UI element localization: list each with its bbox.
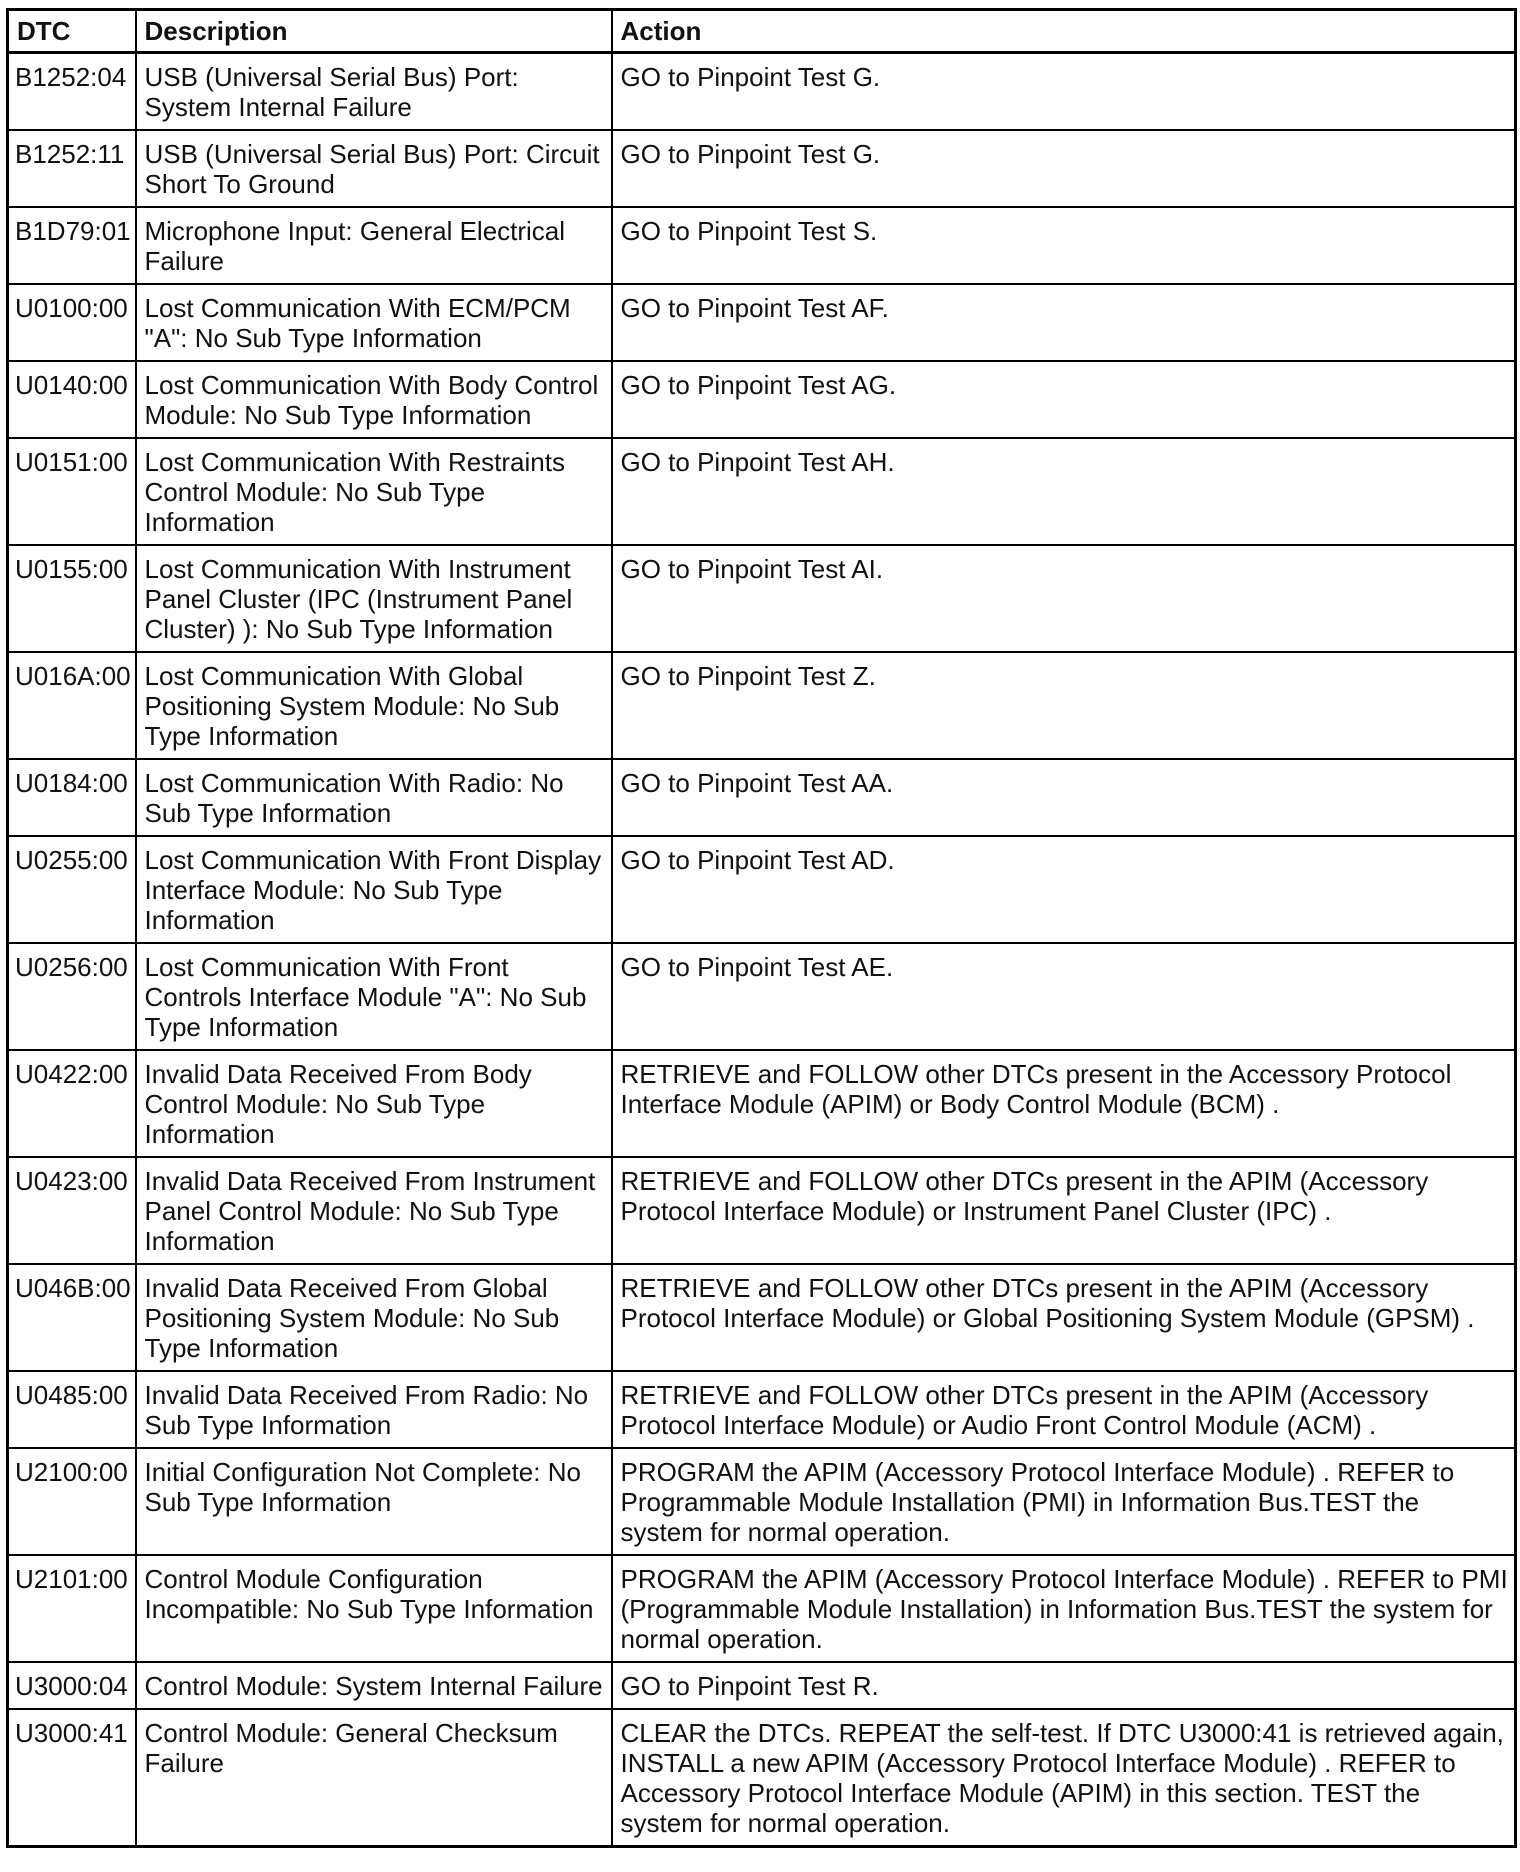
dtc-description: Invalid Data Received From Body Control Module: No Sub Type Information: [136, 1050, 612, 1157]
dtc-code: U016A:00: [8, 652, 136, 759]
dtc-action: GO to Pinpoint Test AG.: [612, 361, 1516, 438]
dtc-code: U0140:00: [8, 361, 136, 438]
dtc-action: GO to Pinpoint Test AA.: [612, 759, 1516, 836]
table-row: [8, 836, 1516, 943]
header-dtc: DTC: [8, 10, 136, 53]
dtc-code: B1252:11: [8, 130, 136, 207]
dtc-description: Invalid Data Received From Instrument Panel Control Module: No Sub Type Information: [136, 1157, 612, 1264]
dtc-description: Invalid Data Received From Global Positioning System Module: No Sub Type Information: [136, 1264, 612, 1371]
table-row: [8, 207, 1516, 284]
dtc-code: U0184:00: [8, 759, 136, 836]
table-row: [8, 652, 1516, 759]
dtc-description: Lost Communication With Global Positioning System Module: No Sub Type Information: [136, 652, 612, 759]
dtc-description: Control Module: General Checksum Failure: [136, 1709, 612, 1847]
dtc-code: U0151:00: [8, 438, 136, 545]
table-row: [8, 1264, 1516, 1371]
dtc-action: GO to Pinpoint Test G.: [612, 130, 1516, 207]
dtc-action: GO to Pinpoint Test AD.: [612, 836, 1516, 943]
table-row: [8, 1371, 1516, 1448]
dtc-code: U3000:04: [8, 1662, 136, 1709]
table-row: [8, 361, 1516, 438]
dtc-description: Control Module Configuration Incompatible: No Sub Type Information: [136, 1555, 612, 1662]
dtc-code: U0422:00: [8, 1050, 136, 1157]
header-action: Action: [612, 10, 1516, 53]
table-row: [8, 1709, 1516, 1847]
dtc-code: U2100:00: [8, 1448, 136, 1555]
dtc-description: Lost Communication With Front Display Interface Module: No Sub Type Information: [136, 836, 612, 943]
dtc-code: U3000:41: [8, 1709, 136, 1847]
dtc-description: Microphone Input: General Electrical Failure: [136, 207, 612, 284]
dtc-code: U0155:00: [8, 545, 136, 652]
dtc-action: PROGRAM the APIM (Accessory Protocol Interface Module) . REFER to Programmable Module Installation (PMI) in Information Bus.TEST the system for normal operation.: [612, 1448, 1516, 1555]
dtc-code: U0256:00: [8, 943, 136, 1050]
dtc-action: GO to Pinpoint Test AI.: [612, 545, 1516, 652]
table-row: [8, 1157, 1516, 1264]
dtc-table: [6, 8, 1517, 1848]
table-header-row: [8, 10, 1516, 53]
dtc-code: U0485:00: [8, 1371, 136, 1448]
dtc-code: U0100:00: [8, 284, 136, 361]
dtc-action: GO to Pinpoint Test Z.: [612, 652, 1516, 759]
dtc-action: GO to Pinpoint Test AF.: [612, 284, 1516, 361]
dtc-code: B1252:04: [8, 53, 136, 131]
table-row: [8, 438, 1516, 545]
dtc-description: Initial Configuration Not Complete: No Sub Type Information: [136, 1448, 612, 1555]
dtc-description: USB (Universal Serial Bus) Port: Circuit Short To Ground: [136, 130, 612, 207]
dtc-code: U0255:00: [8, 836, 136, 943]
table-row: [8, 943, 1516, 1050]
table-row: [8, 284, 1516, 361]
dtc-description: Control Module: System Internal Failure: [136, 1662, 612, 1709]
table-row: [8, 545, 1516, 652]
dtc-code: B1D79:01: [8, 207, 136, 284]
dtc-action: GO to Pinpoint Test G.: [612, 53, 1516, 131]
dtc-action: GO to Pinpoint Test AH.: [612, 438, 1516, 545]
dtc-table-container: [6, 8, 1514, 1848]
dtc-action: GO to Pinpoint Test S.: [612, 207, 1516, 284]
dtc-description: Lost Communication With Body Control Module: No Sub Type Information: [136, 361, 612, 438]
table-row: [8, 1050, 1516, 1157]
dtc-description: Lost Communication With Instrument Panel Cluster (IPC (Instrument Panel Cluster) ): No Sub Type Information: [136, 545, 612, 652]
dtc-action: GO to Pinpoint Test R.: [612, 1662, 1516, 1709]
dtc-code: U2101:00: [8, 1555, 136, 1662]
table-row: [8, 759, 1516, 836]
dtc-code: U0423:00: [8, 1157, 136, 1264]
dtc-description: Lost Communication With ECM/PCM "A": No Sub Type Information: [136, 284, 612, 361]
dtc-action: PROGRAM the APIM (Accessory Protocol Interface Module) . REFER to PMI (Programmable Module Installation) in Information Bus.TEST the system for normal operation.: [612, 1555, 1516, 1662]
dtc-action: RETRIEVE and FOLLOW other DTCs present in the APIM (Accessory Protocol Interface Module) or Instrument Panel Cluster (IPC) .: [612, 1157, 1516, 1264]
table-row: [8, 130, 1516, 207]
header-description: Description: [136, 10, 612, 53]
dtc-description: Lost Communication With Radio: No Sub Type Information: [136, 759, 612, 836]
table-row: [8, 1448, 1516, 1555]
table-row: [8, 53, 1516, 131]
table-row: [8, 1662, 1516, 1709]
dtc-action: RETRIEVE and FOLLOW other DTCs present in the APIM (Accessory Protocol Interface Module) or Audio Front Control Module (ACM) .: [612, 1371, 1516, 1448]
dtc-code: U046B:00: [8, 1264, 136, 1371]
table-row: [8, 1555, 1516, 1662]
dtc-action: GO to Pinpoint Test AE.: [612, 943, 1516, 1050]
dtc-action: RETRIEVE and FOLLOW other DTCs present in the APIM (Accessory Protocol Interface Module) or Global Positioning System Module (GPSM) .: [612, 1264, 1516, 1371]
dtc-description: Lost Communication With Restraints Control Module: No Sub Type Information: [136, 438, 612, 545]
dtc-description: Lost Communication With Front Controls Interface Module "A": No Sub Type Information: [136, 943, 612, 1050]
dtc-action: RETRIEVE and FOLLOW other DTCs present in the Accessory Protocol Interface Module (APIM) or Body Control Module (BCM) .: [612, 1050, 1516, 1157]
dtc-action: CLEAR the DTCs. REPEAT the self-test. If DTC U3000:41 is retrieved again, INSTALL a new APIM (Accessory Protocol Interface Module) . REFER to Accessory Protocol Interface Module (APIM) in this section. TEST the system for normal operation.: [612, 1709, 1516, 1847]
dtc-description: USB (Universal Serial Bus) Port: System Internal Failure: [136, 53, 612, 131]
dtc-description: Invalid Data Received From Radio: No Sub Type Information: [136, 1371, 612, 1448]
